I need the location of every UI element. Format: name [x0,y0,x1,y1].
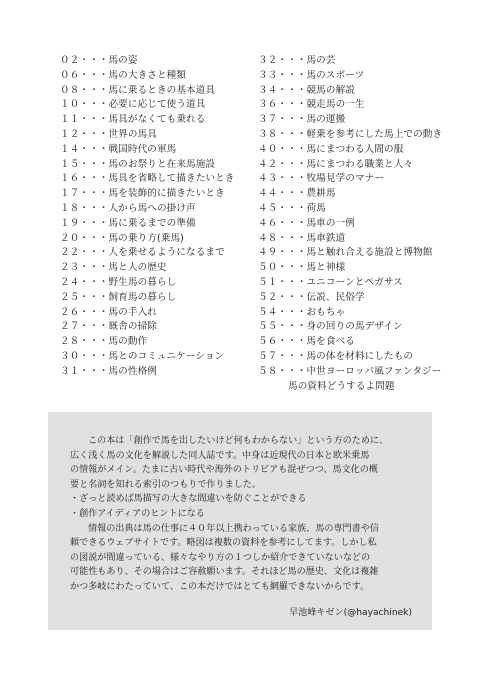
toc-entry [60,365,250,380]
toc-title: 馬を食べる [306,336,355,348]
toc-title: 人を乗せるようになるまで [108,247,225,259]
toc-page-number: ４３ [258,173,278,185]
toc-page-number: ５４ [258,306,278,318]
toc-page-number: ０６ [60,69,80,81]
intro-bullet: ・ざっと読めば馬描写の大きな間違いを防ぐことができる [70,494,307,505]
toc-title: 馬に乗るときの基本道具 [108,84,216,96]
toc-leader-dots: ・・・ [277,321,307,333]
toc-page-number: ５７ [258,350,278,362]
toc-page-number: ４６ [258,217,278,229]
toc-page-number: ２０ [60,232,80,244]
toc-leader-dots: ・・・ [79,69,109,81]
toc-title: おもちゃ [306,306,346,318]
toc-entry [60,187,250,202]
toc-leader-dots: ・・・ [277,262,307,274]
toc-leader-dots: ・・・ [277,336,307,348]
toc-page-number: ０２ [60,55,80,66]
toc-page-number: ３４ [258,84,278,96]
toc-leader-dots: ・・・ [79,84,109,96]
toc-leader-dots: ・・・ [277,114,307,126]
toc-entry [60,320,250,335]
toc-leader-dots: ・・・ [277,84,307,96]
toc-page-number: ０８ [60,84,80,96]
author-credit: 早池峰キゼン(@hayachinek) [289,608,412,618]
toc-page-number: ５５ [258,321,278,333]
toc-entry [258,291,463,306]
toc-entry [258,143,463,158]
toc-leader-dots: ・・・ [277,99,307,111]
toc-leader-dots: ・・・ [277,291,307,303]
toc-leader-dots: ・・・ [277,232,307,244]
toc-page-number: ５８ [258,365,278,377]
toc-entry [258,187,463,202]
toc-title: 競走馬の一生 [306,99,365,111]
toc-entry [60,158,250,173]
toc-entry [60,143,250,158]
toc-title: 馬の資料どうするよ問題 [288,380,395,392]
toc-leader-dots: ・・・ [79,291,109,303]
toc-entry [258,69,463,84]
intro-line: の情報がメイン。たまに古い時代や海外のトリビアも混ぜつつ、馬文化の概 [70,465,378,476]
toc-page-number: ４４ [258,188,278,200]
intro-line: 要と名詞を知れる索引のつもりで作りました。 [70,479,261,490]
toc-entry [258,306,463,321]
toc-title: 伝説、民俗学 [306,291,365,303]
toc-page-number: １９ [60,217,80,229]
intro-line: 可能性もあり、その場合はご容赦願います。それほど馬の歴史、文化は複雑 [70,567,379,578]
toc-title: 馬に乗るまでの準備 [108,217,196,229]
toc-title: 飼育馬の暮らし [108,291,177,303]
toc-leader-dots: ・・・ [277,217,307,229]
toc-page-number: ３３ [258,69,278,81]
intro-line: 頼できるウェブサイトです。略図は複数の資料を参考にしてます。しかし私 [70,538,377,549]
toc-entry [258,320,463,335]
toc-leader-dots: ・・・ [277,202,307,214]
toc-page-number: ３８ [258,128,278,140]
toc-entry [60,84,250,99]
toc-title: 荷馬 [306,202,326,214]
toc-entry [60,306,250,321]
toc-leader-dots: ・・・ [79,99,109,111]
toc-title: 農耕馬 [306,188,336,200]
toc-leader-dots: ・・・ [277,188,307,200]
toc-leader-dots: ・・・ [277,247,307,259]
toc-page-number: １２ [60,128,80,140]
toc-leader-dots: ・・・ [277,276,307,288]
intro-bullet: ・創作アイディアのヒントになる [70,508,205,519]
toc-page-number: ５６ [258,336,278,348]
toc-entry [60,335,250,350]
toc-leader-dots: ・・・ [79,128,109,140]
toc-entry [258,172,463,187]
toc-entry [258,261,463,276]
toc-entry [258,217,463,232]
toc-page-number: ２５ [60,291,80,303]
toc-leader-dots: ・・・ [277,306,307,318]
toc-page-number: ４８ [258,232,278,244]
toc-page-number: ２８ [60,336,80,348]
intro-line: かつ多岐にわたっていて、この本だけではとても網羅できないからです。 [70,581,370,592]
toc-page-number: ２４ [60,276,80,288]
toc-entry [60,217,250,232]
toc-title: 馬の姿 [108,55,138,66]
toc-page-number: ４９ [258,247,278,259]
toc-entry [60,54,250,69]
toc-title: 馬と触れ合える施設と博物館 [306,247,433,259]
toc-entry [60,69,250,84]
toc-page-number: ２３ [60,262,80,274]
toc-entry [258,128,463,143]
toc-entry [60,276,250,291]
toc-leader-dots: ・・・ [79,114,109,126]
toc-page-number: ３１ [60,365,80,377]
intro-line: この本は「創作で馬を出したいけど何もわからない」という方のために、 [88,436,389,446]
toc-leader-dots: ・・・ [79,365,109,377]
toc-title: 牧場見学のマナー [306,173,385,185]
toc-leader-dots: ・・・ [79,276,109,288]
table-of-contents [0,54,479,392]
toc-page-number: ５１ [258,276,278,288]
toc-page-number: １８ [60,202,80,214]
toc-title: 馬を装飾的に描きたいとき [108,188,225,200]
toc-column-right [258,54,463,394]
toc-entry [258,158,463,173]
toc-page-number: ３２ [258,55,278,66]
toc-title: 世界の馬具 [108,128,157,140]
toc-title: 競馬の解説 [306,84,355,96]
toc-leader-dots: ・・・ [79,173,109,185]
toc-page-number: １１ [60,114,80,126]
toc-leader-dots: ・・・ [79,321,109,333]
toc-title: 馬と神様 [306,262,346,274]
toc-title: 馬車鉄道 [306,232,346,244]
toc-page-number: ５０ [258,262,278,274]
toc-title: 馬の芸 [306,55,336,66]
toc-title: 馬の乗り方(乗馬) [108,232,185,244]
toc-leader-dots: ・・・ [79,188,109,200]
introduction-box [48,412,432,630]
toc-entry [60,98,250,113]
toc-leader-dots: ・・・ [79,202,109,214]
toc-title: 馬のスポーツ [306,69,365,81]
toc-title: 厩舎の掃除 [108,321,157,333]
toc-title: 馬のお祭りと在来馬施設 [108,158,216,170]
toc-page-number: １５ [60,158,80,170]
toc-title: 身の回りの馬デザイン [306,321,403,333]
toc-title: 馬にまつわる職業と人々 [306,158,414,170]
toc-page-number: ２７ [60,321,80,333]
toc-entry [258,246,463,261]
toc-title: 馬にまつわる人間の服 [306,143,404,155]
toc-leader-dots: ・・・ [79,232,109,244]
toc-title: 馬の大きさと種類 [108,69,187,81]
toc-leader-dots: ・・・ [277,55,307,66]
toc-entry [60,202,250,217]
toc-entry [258,202,463,217]
toc-entry [258,350,463,365]
toc-page-number: ４２ [258,158,278,170]
toc-entry [60,246,250,261]
toc-title: 野生馬の暮らし [108,276,177,288]
toc-title: 馬の運搬 [306,114,346,126]
toc-entry [60,291,250,306]
toc-leader-dots: ・・・ [79,336,109,348]
toc-page-number: ２６ [60,306,80,318]
toc-entry [258,98,463,113]
toc-leader-dots: ・・・ [79,143,109,155]
toc-leader-dots: ・・・ [79,262,109,274]
toc-leader-dots: ・・・ [277,128,307,140]
toc-page-number: １６ [60,173,80,185]
toc-leader-dots: ・・・ [79,247,109,259]
toc-entry [258,232,463,247]
toc-title: 馬の動作 [108,336,148,348]
toc-entry [60,113,250,128]
intro-line: 情報の出典は馬の仕事に４０年以上携わっている家族、馬の専門書や信 [88,523,379,534]
intro-line: の図説が間違っている、様々なやり方の１つしか紹介できていないなどの [70,552,371,563]
toc-title: 戦国時代の軍馬 [108,143,177,155]
toc-leader-dots: ・・・ [79,158,109,170]
toc-title: ユニコーンとペガサス [306,276,403,288]
toc-title: 馬の性格例 [108,365,157,377]
toc-page-number: ３６ [258,99,278,111]
toc-entry [60,232,250,247]
toc-entry [258,335,463,350]
toc-page-number: ４０ [258,143,278,155]
toc-leader-dots: ・・・ [79,306,109,318]
toc-entry [60,172,250,187]
toc-leader-dots: ・・・ [79,55,109,66]
toc-title: 必要に応じて使う道具 [108,99,206,111]
toc-entry [258,276,463,291]
toc-title: 馬具がなくても乗れる [108,114,206,126]
toc-title: 馬とのコミュニケーション [108,350,225,362]
toc-leader-dots: ・・・ [277,158,307,170]
toc-entry [60,261,250,276]
toc-page-number: ４５ [258,202,278,214]
toc-entry [258,84,463,99]
toc-leader-dots: ・・・ [277,365,307,377]
toc-title: 馬の体を材料にしたもの [306,350,414,362]
toc-leader-dots: ・・・ [277,350,307,362]
toc-page-number: １４ [60,143,80,155]
toc-title: 馬具を省略して描きたいとき [108,173,235,185]
toc-title: 軽乗を参考にした馬上での動き [306,128,443,140]
toc-title: 馬車の一例 [306,217,355,229]
toc-title: 中世ヨーロッパ風ファンタジー [306,365,442,377]
toc-title: 馬と人の歴史 [108,262,167,274]
toc-title: 人から馬への掛け声 [108,202,196,214]
toc-entry-continuation [258,380,463,395]
toc-page-number: ５２ [258,291,278,303]
toc-page-number: ２２ [60,247,80,259]
toc-entry [60,128,250,143]
toc-entry [60,350,250,365]
toc-leader-dots: ・・・ [277,69,307,81]
intro-line: 広く浅く馬の文化を解説した同人誌です。中身は近現代の日本と欧米乗馬 [70,450,370,461]
toc-page-number: ３７ [258,114,278,126]
toc-page-number: ３０ [60,350,80,362]
toc-entry [258,365,463,380]
toc-leader-dots: ・・・ [79,217,109,229]
toc-column-left [60,54,250,380]
toc-title: 馬の手入れ [108,306,157,318]
toc-page-number: １７ [60,188,80,200]
toc-entry [258,54,463,69]
toc-page-number: １０ [60,99,80,111]
toc-leader-dots: ・・・ [79,350,109,362]
toc-entry [258,113,463,128]
toc-leader-dots: ・・・ [277,173,307,185]
toc-leader-dots: ・・・ [277,143,307,155]
